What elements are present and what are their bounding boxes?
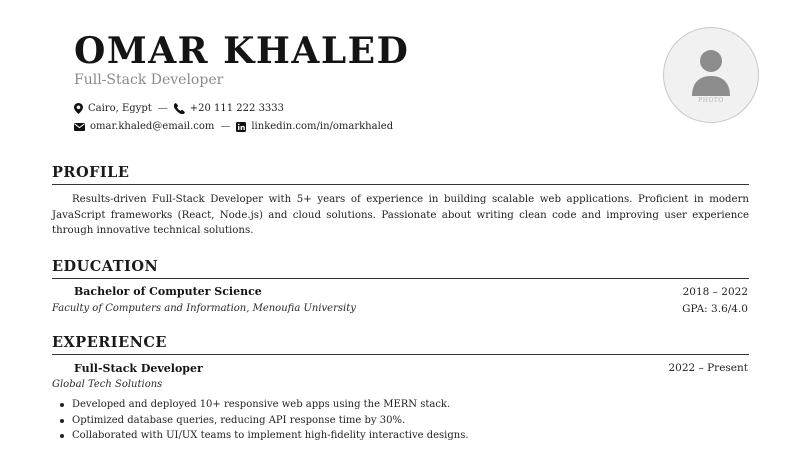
phone-text[interactable]: +20 111 222 3333 (189, 103, 285, 114)
contact-line-2 (74, 121, 393, 132)
photo-label: PHOTO (698, 97, 724, 104)
education-degree: Bachelor of Computer Science (74, 285, 262, 298)
experience-heading: EXPERIENCE (52, 334, 167, 351)
phone-icon (174, 103, 185, 114)
linkedin-icon (236, 122, 246, 132)
section-divider (52, 278, 749, 279)
education-institution: Faculty of Computers and Information, Menoufia University (52, 303, 356, 314)
email-link[interactable]: omar.khaled@email.com (90, 121, 215, 132)
education-dates: 2018 – 2022 (682, 286, 748, 298)
list-item: Developed and deployed 10+ responsive web apps using the MERN stack. (52, 397, 469, 413)
candidate-name: OMAR KHALED (74, 30, 410, 72)
experience-role: Full-Stack Developer (74, 362, 203, 375)
user-silhouette-icon (664, 28, 758, 122)
contact-separator: — (157, 103, 168, 114)
experience-dates: 2022 – Present (668, 362, 748, 374)
map-pin-icon (74, 103, 83, 114)
profile-heading: PROFILE (52, 164, 130, 181)
education-heading: EDUCATION (52, 258, 159, 275)
experience-bullets (52, 397, 469, 444)
contact-line-1 (74, 103, 284, 114)
list-item: Optimized database queries, reducing API response time by 30%. (52, 413, 469, 429)
education-gpa: GPA: 3.6/4.0 (682, 303, 748, 315)
job-title: Full-Stack Developer (74, 72, 224, 88)
linkedin-link[interactable]: linkedin.com/in/omarkhaled (251, 121, 394, 132)
contact-separator: — (220, 121, 231, 132)
profile-photo (663, 27, 759, 123)
section-divider (52, 184, 749, 185)
list-item: Collaborated with UI/UX teams to implement high-fidelity interactive designs. (52, 428, 469, 444)
section-divider (52, 354, 749, 355)
experience-company: Global Tech Solutions (52, 379, 163, 390)
location-text: Cairo, Egypt (88, 103, 152, 114)
profile-summary: Results-driven Full-Stack Developer with 5+ years of experience in building scalable web applications. Proficient in modern JavaScript frameworks (React, Node.js) and cloud solutions. Passionate about writing clean code and improving user experience through innovative technical solutions. (52, 194, 749, 236)
envelope-icon (74, 123, 85, 131)
